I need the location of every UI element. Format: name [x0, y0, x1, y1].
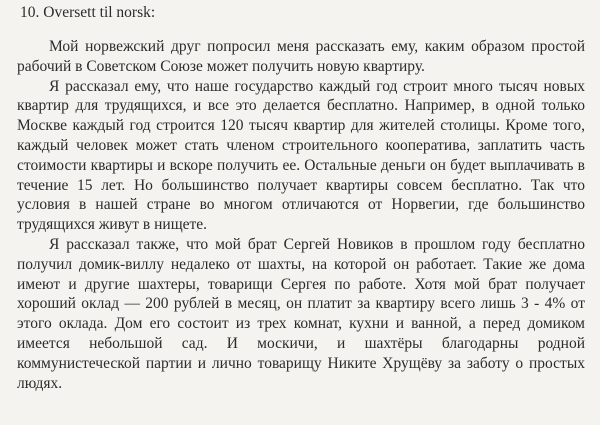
exercise-heading: 10. Oversett til norsk: [20, 4, 156, 21]
paragraph-3: Я рассказал также, что мой брат Сергей Новиков в прошлом году бесплатно получил домик-виллу недалеко от шахты, на которой он работает. Такие же дома имеют и другие шахтеры, товарищи Сергея по работе. Хотя мой брат получает хороший оклад — 200 рублей в месяц, он платит за квартиру всего лишь 3 - 4% от этого оклада. Дом его состоит из трех комнат, кухни и ванной, а перед домиком имеется небольшой сад. И москичи, и шахтёры благодарны родной коммунистеческой партии и лично товарищу Никите Хрущёву за заботу о простых людях. [17, 235, 585, 392]
exercise-body [17, 37, 585, 393]
paragraph-2: Я рассказал ему, что наше государство каждый год строит много тысяч новых квартир для трудящихся, и все это делается бесплатно. Например, в одной только Москве каждый год строится 120 тысяч квартир для жителей столицы. Кроме того, каждый человек может стать членом строительного кооператива, заплатить часть стоимости квартиры и вскоре получить ее. Остальные деньги он будет выплачивать в течение 15 лет. Но большинство получает квартиры совсем бесплатно. Так что условия в нашей стране во многом отличаются от Норвегии, где большинство трудящихся живут в нищете. [17, 77, 585, 234]
paragraph-1: Мой норвежский друг попросил меня рассказать ему, каким образом простой рабочий в Советском Союзе может получить новую квартиру. [17, 38, 585, 75]
